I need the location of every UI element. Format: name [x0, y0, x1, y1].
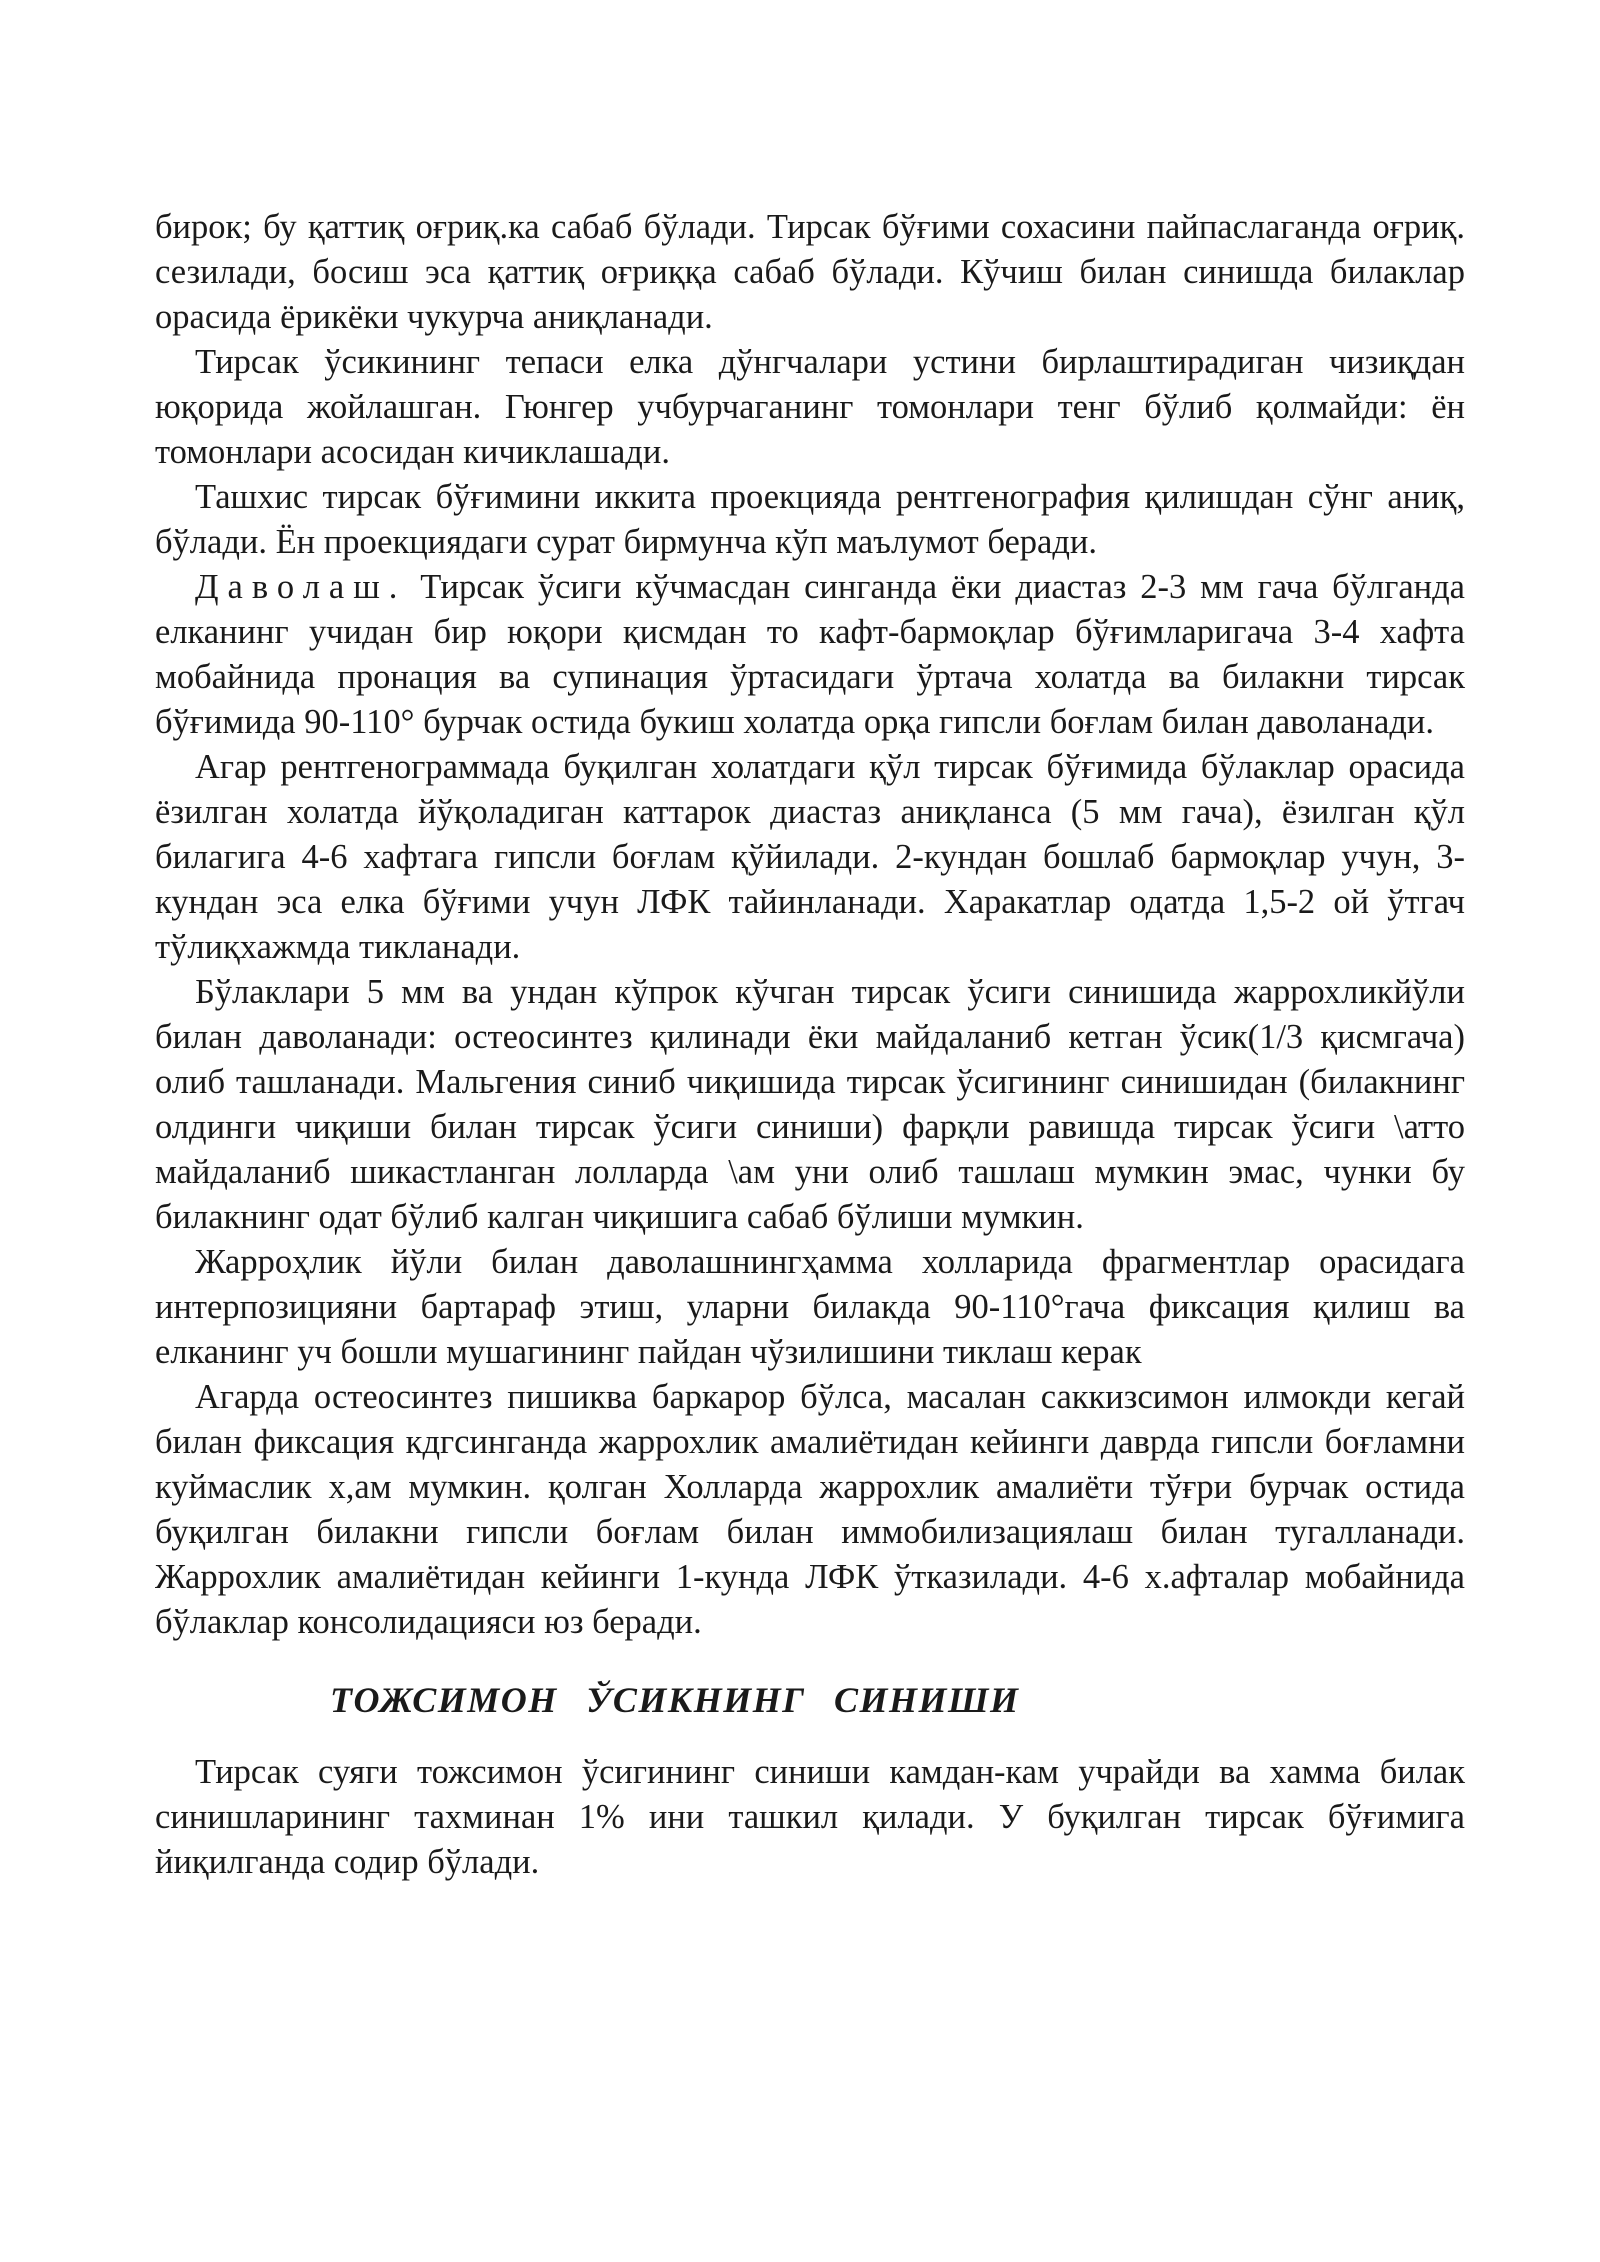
- paragraph-coronoid-fracture: Тирсак суяги тожсимон ўсигининг синиши камдан-кам учрайди ва хамма билак синишларининг тахминан 1% ини ташкил қилади. У буқилган тирсак бўғимига йиқилганда содир бўлади.: [155, 1753, 1465, 1881]
- paragraph-radiograph: Агар рентгенограммада буқилган холатдаги қўл тирсак бўғимида бўлаклар орасида ёзилган холатда йўқоладиган каттарок диастаз аниқланса (5 мм гача), ёзилган қўл билагига 4-6 хафтага гипсли боғлам қўйилади. 2-кундан бошлаб бармоқлар учун, 3-кундан эса елка бўғими учун ЛФК тайинланади. Харакатлар одатда 1,5-2 ой ўтгач тўлиқхажмда тикланади.: [155, 748, 1465, 966]
- paragraph-pain: бирок; бу қаттиқ оғриқ.ка сабаб бўлади. Тирсак бўғими сохасини пайпаслаганда оғриқ. сезилади, босиш эса қаттиқ оғриққа сабаб бўлади. Кўчиш билан синишда билаклар орасида ёрикёки чукурча аниқланади.: [155, 208, 1465, 336]
- section-heading: ТОЖСИМОН ЎСИКНИНГ СИНИШИ: [330, 1680, 1020, 1720]
- paragraph-diagnosis: Ташхис тирсак бўғимини иккита проекцияда рентгенография қилишдан сўнг аниқ, бўлади. Ён проекциядаги сурат бирмунча кўп маълумот беради.: [155, 478, 1465, 561]
- paragraph-surgery: Бўлаклари 5 мм ва ундан кўпрок кўчган тирсак ўсиги синишида жаррохликйўли билан даволанади: остеосинтез қилинади ёки майдаланиб кетган ўсик(1/3 қисмгача) олиб ташланади. Мальгения синиб чиқишида тирсак ўсигининг синишидан (билакнинг олдинги чиқиши билан тирсак ўсиги синиши) фарқли равишда тирсак ўсиги \атто майдаланиб шикастланган лолларда \ам уни олиб ташлаш мумкин эмас, чунки бу билакнинг одат бўлиб калган чиқишига сабаб бўлиши мумкин.: [155, 973, 1465, 1236]
- paragraph-treatment: [155, 565, 1465, 745]
- paragraph-elbow-process: Тирсак ўсикининг тепаси елка дўнгчалари устини бирлаштирадиган чизиқдан юқорида жойлашган. Гюнгер учбурчаганинг томонлари тенг бўлиб қолмайди: ён томонлари асосидан кичиклашади.: [155, 343, 1465, 471]
- paragraph-osteosynthesis: Агарда остеосинтез пишиква баркарор бўлса, масалан саккизсимон илмокди кегай билан фиксация кдгсинганда жаррохлик амалиётидан кейинги даврда гипсли боғламни куймаслик х,ам мумкин. қолган Холларда жаррохлик амалиёти тўғри бурчак остида буқилган билакни гипсли боғлам билан иммобилизациялаш билан тугалланади. Жаррохлик амалиётидан кейинги 1-кунда ЛФК ўтказилади. 4-6 х.афталар мобайнида бўлаклар консолидацияси юз беради.: [155, 1378, 1465, 1641]
- treatment-label: Даволаш.: [195, 568, 407, 606]
- treatment-text: Тирсак ўсиги кўчмасдан синганда ёки диастаз 2-3 мм гача бўлганда елканинг учидан бир юқори қисмдан то кафт-бармоқлар бўғимларигача 3-4 хафта мобайнида пронация ва супинация ўртасидаги ўртача холатда ва билакни тирсак бўғимида 90-110° бурчак остида букиш холатда орқа гипсли боғлам билан даволанади.: [155, 568, 1465, 741]
- document-body: [155, 205, 1465, 1885]
- paragraph-surgical-cases: Жарроҳлик йўли билан даволашнингҳамма холларида фрагментлар орасидага интерпозицияни бартараф этиш, уларни билакда 90-110°гача фиксация қилиш ва елканинг уч бошли мушагининг пайдан чўзилишини тиклаш керак: [155, 1243, 1465, 1371]
